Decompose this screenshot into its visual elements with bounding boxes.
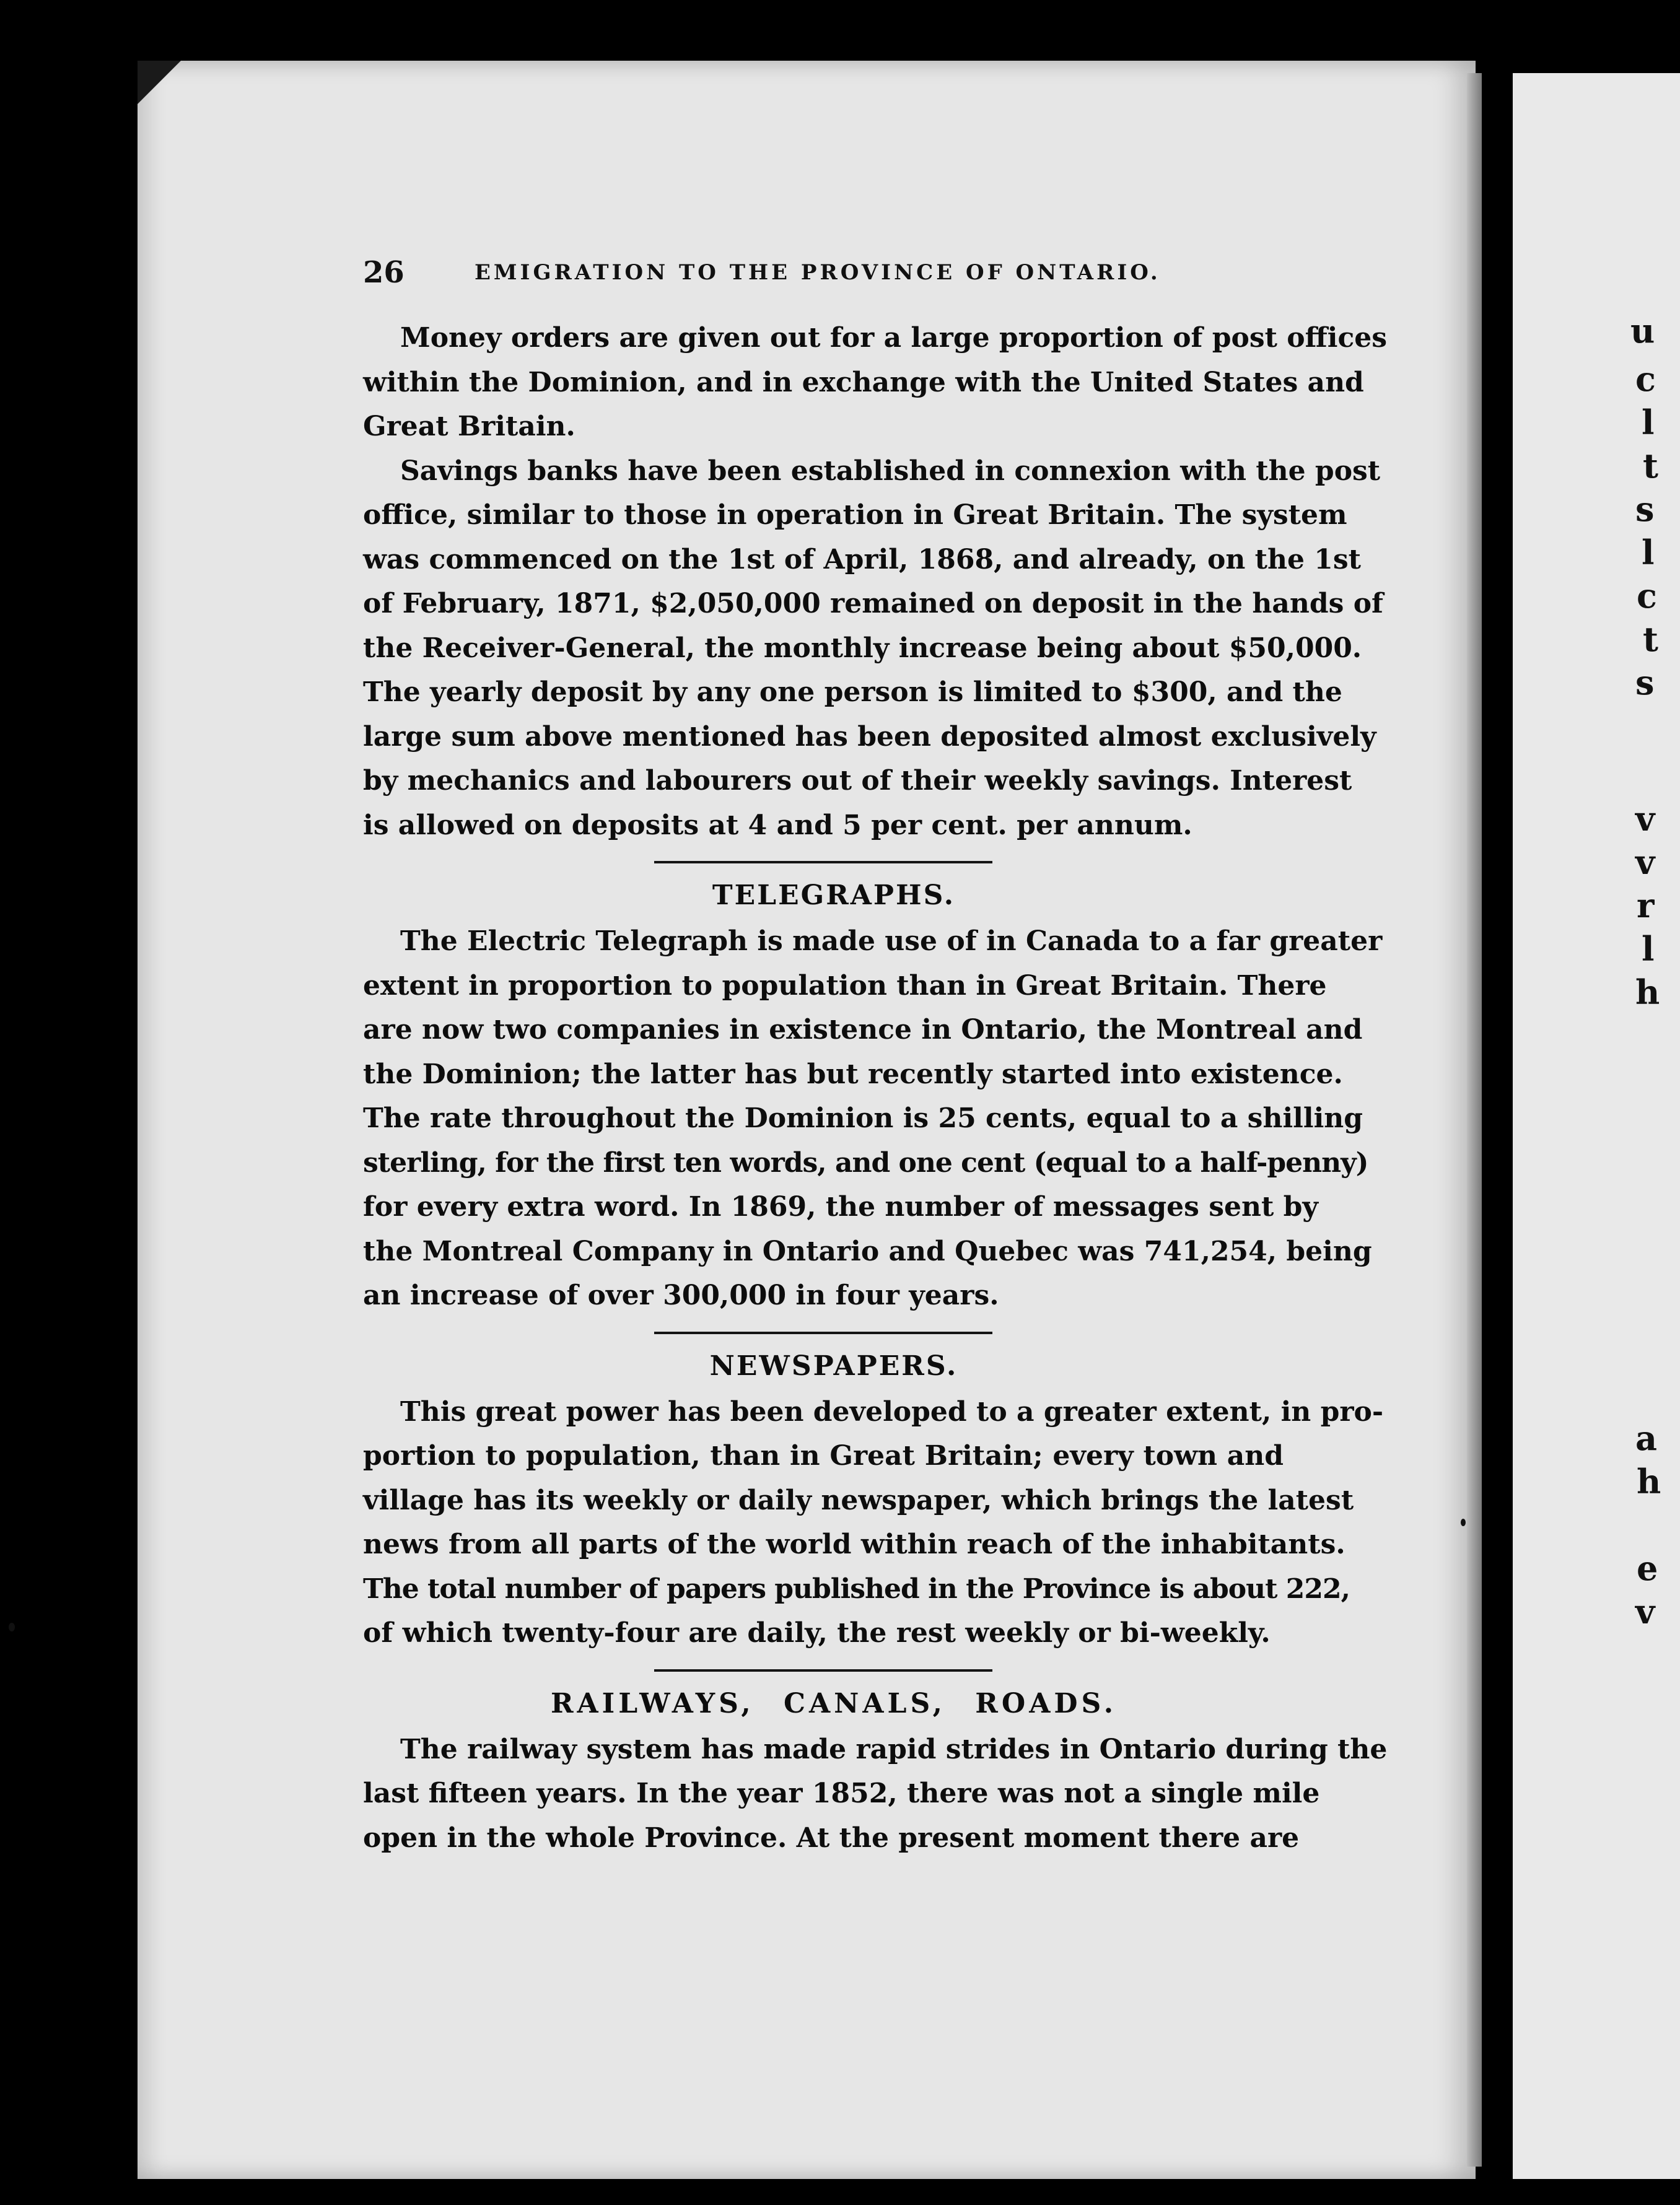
section-divider: [363, 1318, 1284, 1343]
divider-rule: [654, 1332, 992, 1334]
running-head-title: EMIGRATION TO THE PROVINCE OF ONTARIO.: [475, 260, 1161, 285]
ink-speck: [9, 1623, 15, 1631]
text-line: The railway system has made rapid strides in Ontario during the: [400, 1733, 1388, 1765]
divider-rule: [654, 1669, 992, 1672]
text-line: office, similar to those in operation in Great Britain. The system: [363, 499, 1347, 531]
adjacent-page-letter: l: [1642, 403, 1655, 442]
text-line: was commenced on the 1st of April, 1868, and already, on the 1st: [363, 543, 1361, 575]
text-line: Money orders are given out for a large proportion of post offices: [400, 322, 1388, 354]
text-line: the Dominion; the latter has but recently started into existence.: [363, 1058, 1343, 1090]
adjacent-page-letter: c: [1635, 359, 1656, 399]
text-line: by mechanics and labourers out of their weekly savings. Interest: [363, 765, 1352, 797]
adjacent-page-letter: r: [1637, 886, 1655, 925]
running-header: [363, 255, 1292, 299]
adjacent-page-letter: v: [1635, 799, 1655, 839]
section-heading-railways: RAILWAYS, CANALS, ROADS.: [550, 1687, 1118, 1719]
page-body: [363, 316, 1388, 1860]
text-line: Savings banks have been established in connexion with the post: [400, 455, 1381, 487]
text-line: village has its weekly or daily newspaper, which brings the latest: [363, 1484, 1354, 1516]
text-line: the Montreal Company in Ontario and Quebec was 741,254, being: [363, 1235, 1372, 1267]
divider-rule: [654, 861, 992, 863]
text-line: within the Dominion, and in exchange with the United States and: [363, 366, 1364, 398]
text-line: This great power has been developed to a greater extent, in pro-: [400, 1395, 1384, 1428]
text-line: of which twenty-four are daily, the rest weekly or bi-weekly.: [363, 1617, 1271, 1649]
section-heading-newspapers: NEWSPAPERS.: [709, 1350, 958, 1382]
text-line: is allowed on deposits at 4 and 5 per cent. per annum.: [363, 809, 1192, 841]
adjacent-page-letter: t: [1643, 446, 1658, 486]
adjacent-page-letter: v: [1635, 1592, 1655, 1631]
adjacent-page-letter: t: [1643, 619, 1658, 659]
adjacent-page-letter: l: [1642, 533, 1655, 572]
folded-corner: [138, 61, 181, 104]
text-line: of February, 1871, $2,050,000 remained on deposit in the hands of: [363, 588, 1383, 619]
adjacent-page-letter: l: [1642, 929, 1655, 969]
adjacent-page-letter: u: [1630, 311, 1655, 351]
adjacent-page-letter: h: [1637, 1462, 1661, 1501]
adjacent-page-letter: v: [1635, 842, 1655, 882]
adjacent-page-letter: e: [1637, 1548, 1658, 1588]
text-line: The Electric Telegraph is made use of in Canada to a far greater: [400, 925, 1383, 957]
text-line: last fifteen years. In the year 1852, there was not a single mile: [363, 1778, 1320, 1809]
text-line: portion to population, than in Great Britain; every town and: [363, 1440, 1284, 1472]
section-divider: [363, 1656, 1284, 1680]
text-line: Great Britain.: [363, 411, 575, 442]
text-line: large sum above mentioned has been deposited almost exclusively: [363, 720, 1376, 753]
text-line: The yearly deposit by any one person is limited to $300, and the: [363, 676, 1342, 708]
text-line: are now two companies in existence in Ontario, the Montreal and: [363, 1014, 1363, 1046]
section-heading-telegraphs: TELEGRAPHS.: [712, 880, 956, 911]
adjacent-page-letter: s: [1635, 663, 1655, 702]
text-line: an increase of over 300,000 in four years.: [363, 1280, 999, 1311]
adjacent-page-letter: h: [1635, 972, 1660, 1012]
text-line: open in the whole Province. At the present moment there are: [363, 1822, 1300, 1854]
text-line: for every extra word. In 1869, the number of messages sent by: [363, 1191, 1318, 1223]
adjacent-page-letter: a: [1635, 1418, 1657, 1458]
text-line: extent in proportion to population than in Great Britain. There: [363, 969, 1327, 1002]
text-line: news from all parts of the world within reach of the inhabitants.: [363, 1529, 1345, 1560]
text-line: the Receiver-General, the monthly increase being about $50,000.: [363, 632, 1362, 664]
adjacent-page-letter: c: [1637, 576, 1657, 616]
section-divider: [363, 847, 1284, 872]
ink-speck: [1461, 1519, 1466, 1526]
text-line: The rate throughout the Dominion is 25 cents, equal to a shilling: [363, 1102, 1363, 1134]
text-line: The total number of papers published in the Province is about 222,: [363, 1573, 1350, 1605]
page-edge-shadow: [1467, 73, 1482, 2167]
adjacent-page-letter: s: [1635, 489, 1655, 529]
text-line: sterling, for the first ten words, and one cent (equal to a half-penny): [363, 1146, 1368, 1179]
page-number: 26: [363, 255, 405, 290]
